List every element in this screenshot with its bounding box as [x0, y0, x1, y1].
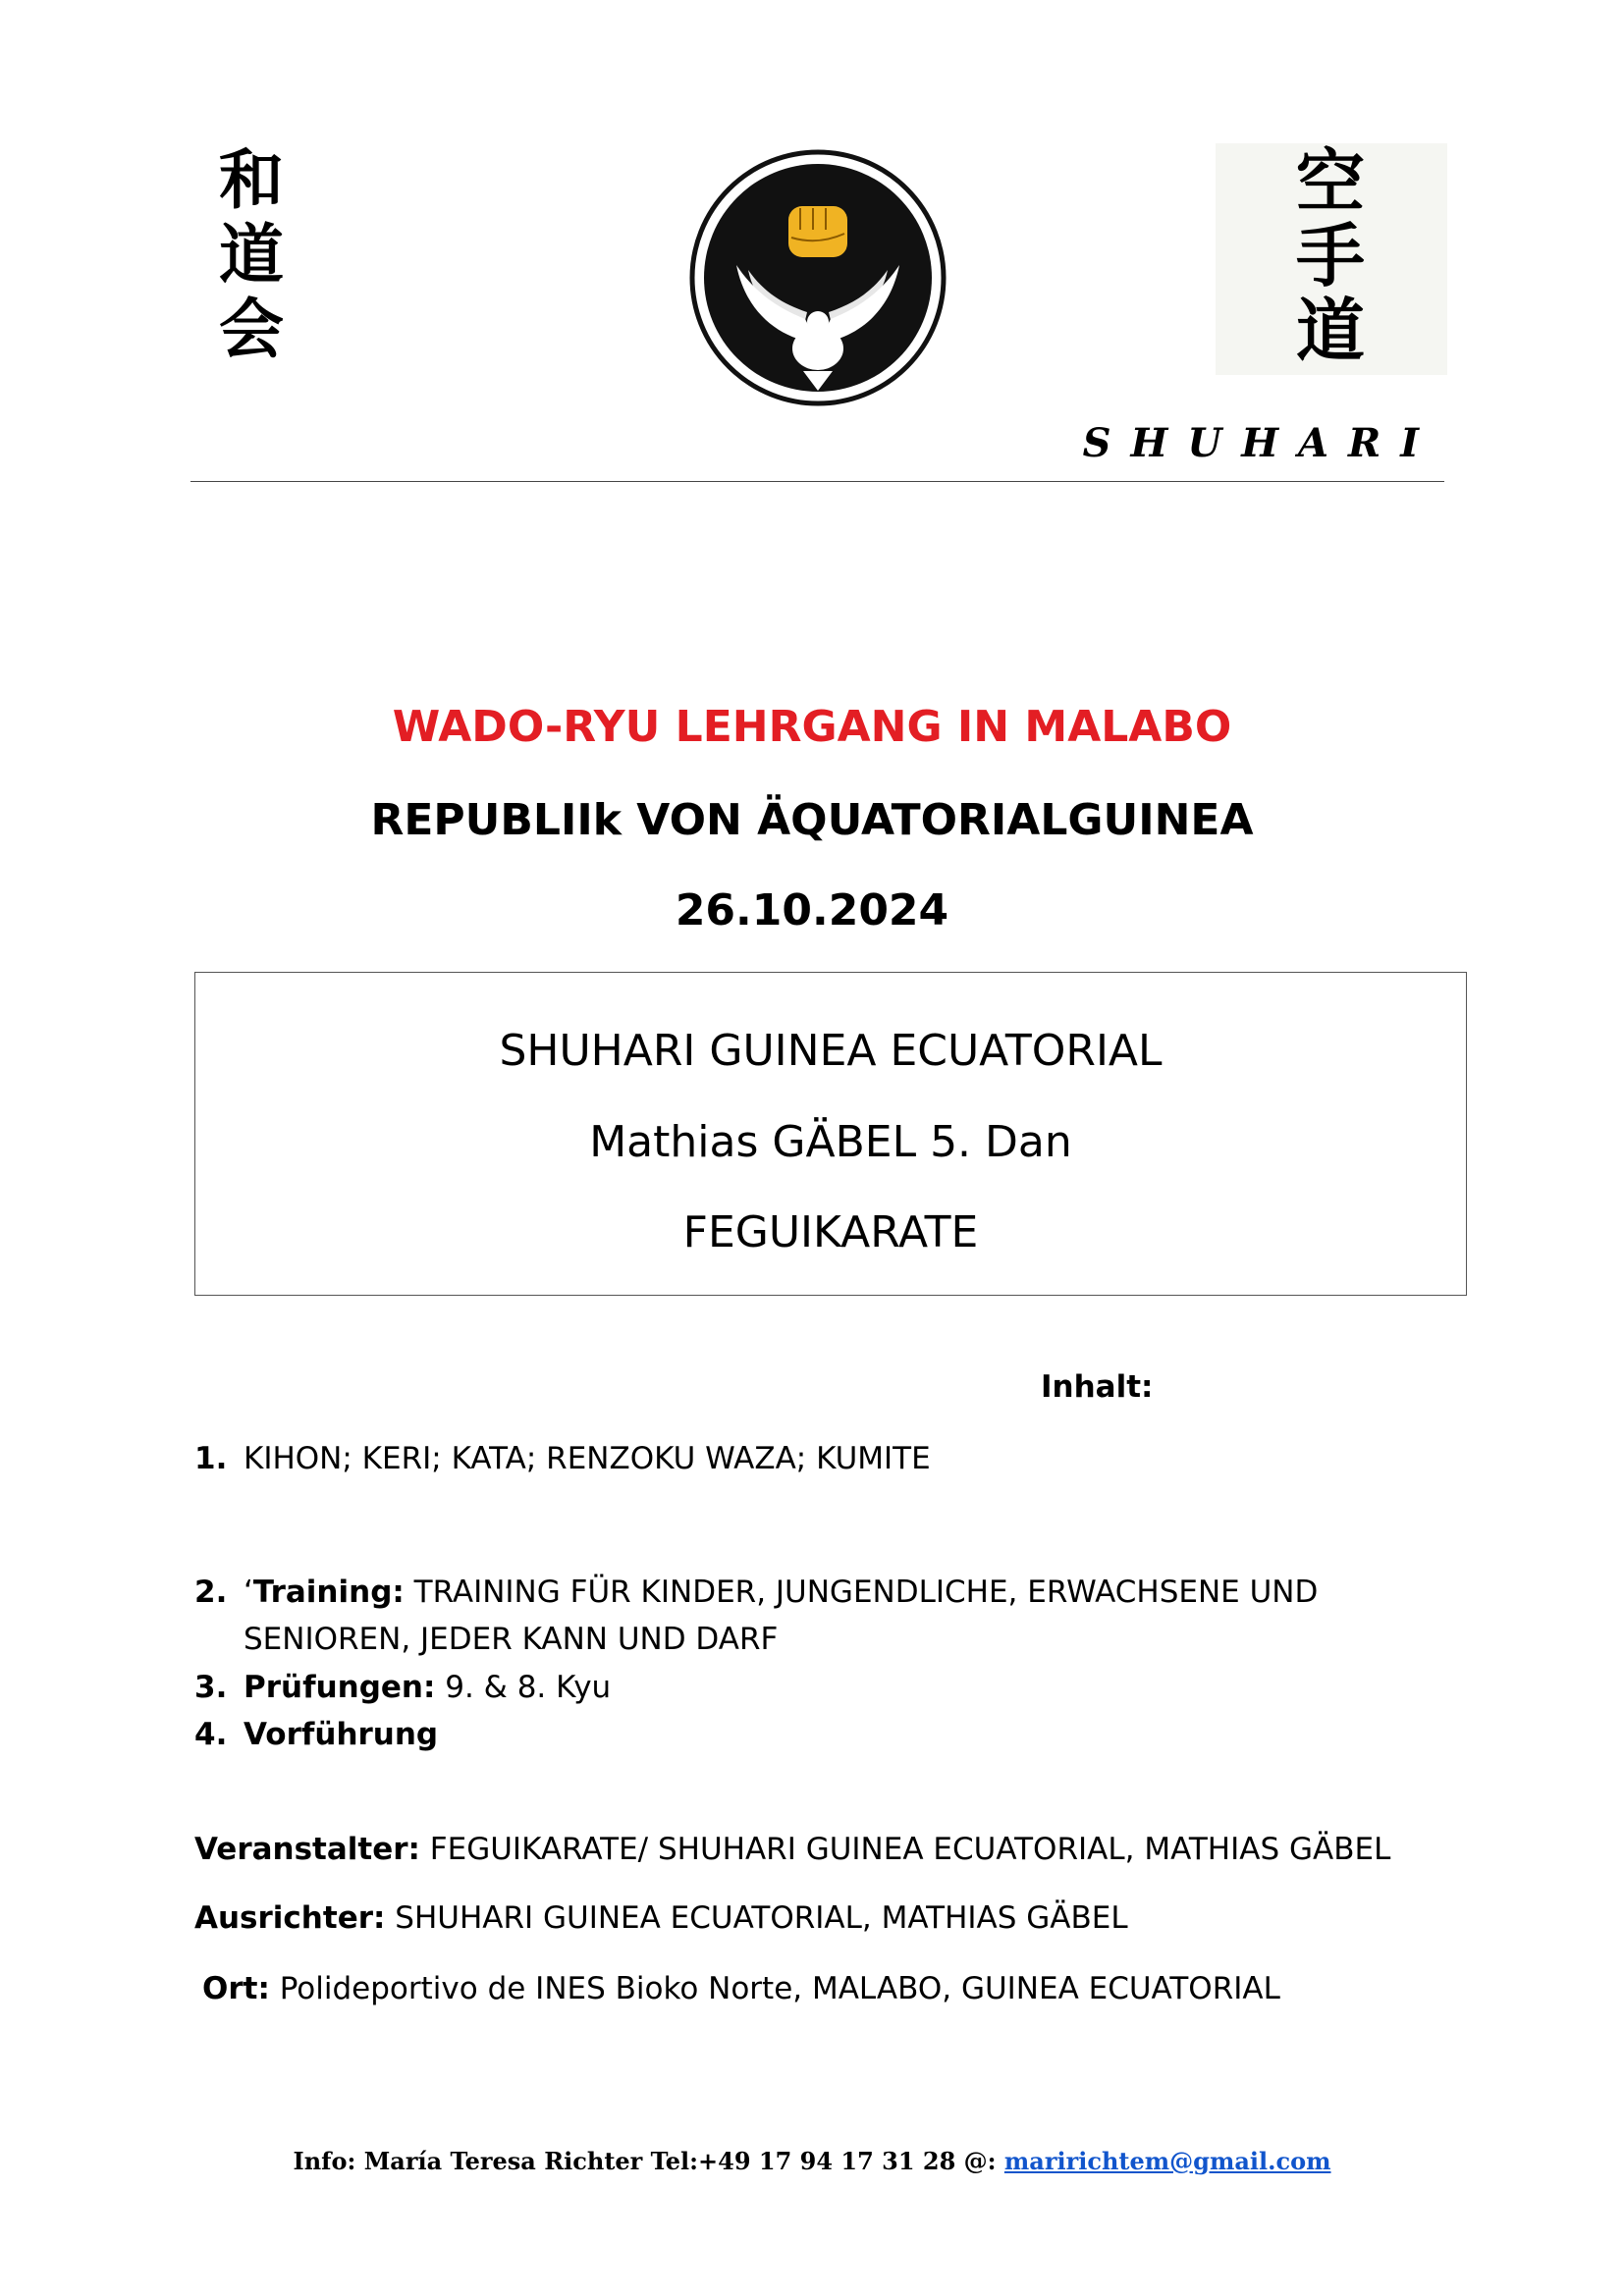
contents-heading: Inhalt:: [1041, 1369, 1154, 1405]
event-date: 26.10.2024: [675, 885, 949, 935]
list-label: Vorführung: [244, 1717, 439, 1752]
contact-footer: [0, 2147, 1624, 2175]
header-divider: [190, 481, 1444, 482]
shuhari-emblem-logo: [687, 147, 948, 408]
box-federation: FEGUIKARATE: [682, 1207, 979, 1257]
list-label: Prüfungen:: [244, 1670, 436, 1705]
contact-info: Info: María Teresa Richter Tel:+49 17 94 17 31 28 @:: [293, 2147, 1004, 2175]
host-label: Ausrichter:: [194, 1900, 386, 1936]
list-number: 1.: [194, 1441, 228, 1476]
brand-name: SHUHARI: [1082, 420, 1438, 466]
box-club-name: SHUHARI GUINEA ECUATORIAL: [499, 1026, 1163, 1076]
list-text: KIHON; KERI; KATA; RENZOKU WAZA; KUMITE: [244, 1441, 931, 1476]
list-prefix: ‘: [244, 1575, 253, 1610]
list-content: [244, 1711, 1373, 1758]
list-number: 2.: [194, 1575, 228, 1610]
list-number: 3.: [194, 1670, 228, 1705]
event-title: WADO-RYU LEHRGANG IN MALABO: [392, 702, 1232, 752]
kanji-char: 道: [219, 216, 284, 293]
list-text: TRAINING FÜR KINDER, JUNGENDLICHE, ERWACHSENE UND SENIOREN, JEDER KANN UND DARF: [244, 1575, 1319, 1657]
location-line: [202, 1971, 1280, 2006]
kanji-char: 道: [1296, 290, 1365, 371]
host-value: SHUHARI GUINEA ECUATORIAL, MATHIAS GÄBEL: [385, 1900, 1128, 1936]
location-label: Ort:: [202, 1971, 270, 2006]
karatedo-kanji-logo: [1267, 140, 1394, 373]
location-value: Polideportivo de INES Bioko Norte, MALABO, GUINEA ECUATORIAL: [269, 1971, 1280, 2006]
kanji-char: 手: [1296, 215, 1365, 296]
organizer-value: FEGUIKARATE/ SHUHARI GUINEA ECUATORIAL, MATHIAS GÄBEL: [419, 1832, 1391, 1867]
list-content: [244, 1569, 1373, 1663]
host-line: [194, 1900, 1128, 1936]
wadokai-kanji-logo: [192, 141, 310, 367]
list-number: 4.: [194, 1717, 228, 1752]
list-label: Training:: [252, 1575, 405, 1610]
organizer-line: [194, 1832, 1390, 1867]
email-link[interactable]: maririchtem@gmail.com: [1003, 2147, 1331, 2175]
kanji-char: 和: [219, 141, 284, 218]
list-text: 9. & 8. Kyu: [435, 1670, 612, 1705]
list-content: [244, 1664, 1373, 1711]
event-country: REPUBLIIk VON ÄQUATORIALGUINEA: [370, 795, 1254, 845]
kanji-char: 空: [1296, 140, 1365, 222]
organizer-label: Veranstalter:: [194, 1832, 420, 1867]
kanji-char: 会: [219, 291, 284, 367]
box-instructor: Mathias GÄBEL 5. Dan: [589, 1117, 1072, 1167]
